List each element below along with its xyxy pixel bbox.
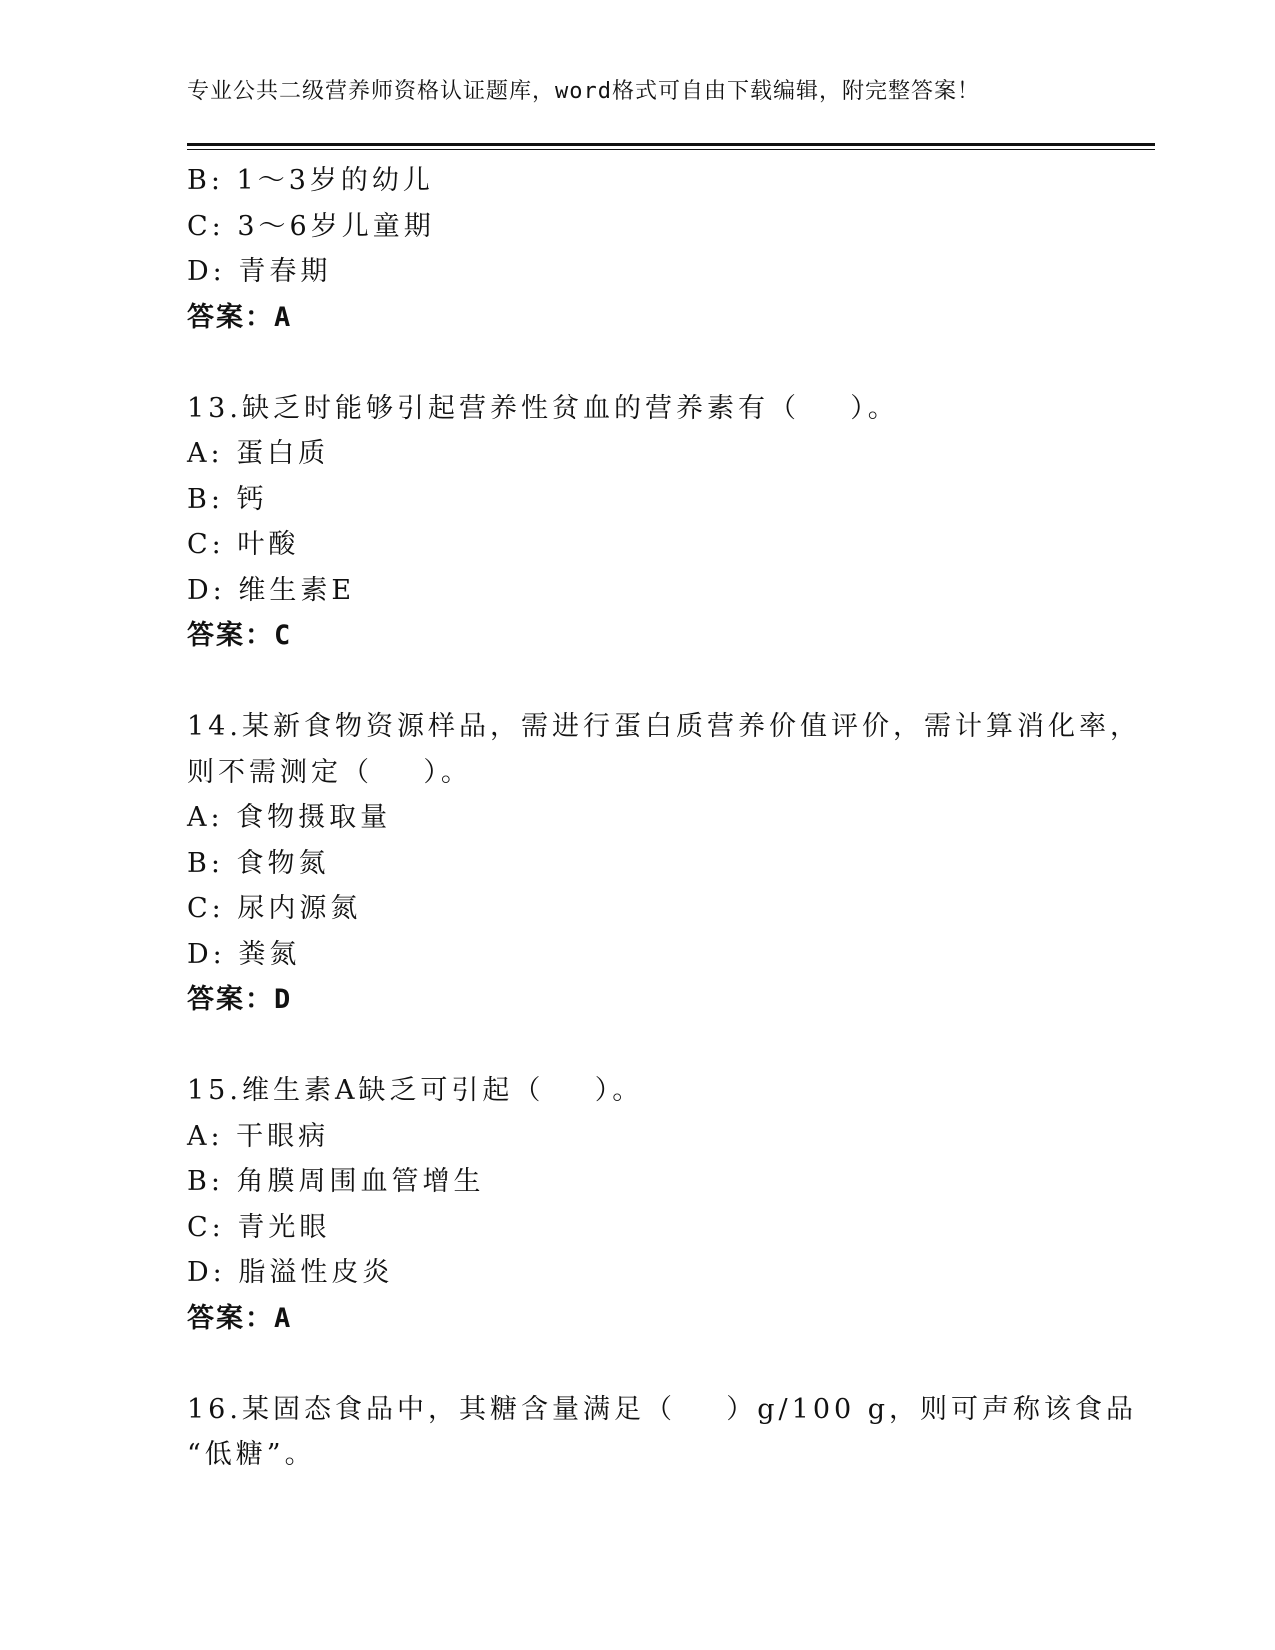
option-c: C: 3～6岁儿童期 [187, 210, 435, 242]
page-header: 专业公共二级营养师资格认证题库，word格式可自由下载编辑，附完整答案！ [187, 79, 980, 104]
answer: 答案：D [187, 984, 293, 1015]
spacer [187, 659, 1147, 705]
answer: 答案：A [187, 301, 293, 333]
option-c: C: 叶酸 [187, 529, 300, 560]
option-a: A: 食物摄取量 [187, 802, 392, 833]
option-b: B: 角膜周围血管增生 [187, 1166, 485, 1197]
question-stem-line-1: 14.某新食物资源样品，需进行蛋白质营养价值评价，需计算消化率， [187, 711, 1141, 742]
question-12-continued [187, 158, 1147, 340]
spacer [187, 1023, 1147, 1069]
option-d: D: 维生素E [187, 574, 356, 606]
header-rule-thin [187, 149, 1155, 150]
question-stem: 15.维生素A缺乏可引起（ ）。 [187, 1075, 644, 1106]
question-list [187, 158, 1147, 1478]
spacer [187, 1341, 1147, 1387]
question-stem: 13.缺乏时能够引起营养性贫血的营养素有（ ）。 [187, 392, 899, 424]
option-b: B: 食物氮 [187, 847, 330, 879]
option-d: D: 粪氮 [187, 938, 301, 970]
question-stem-line-2: 则不需测定（ ）。 [187, 756, 472, 788]
option-c: C: 青光眼 [187, 1211, 331, 1243]
option-d: D: 青春期 [187, 256, 332, 287]
answer: 答案：A [187, 1302, 293, 1334]
question-stem-line-1: 16.某固态食品中，其糖含量满足（ ）g/100 g，则可声称该食品 [187, 1393, 1138, 1425]
option-b: B: 钙 [187, 483, 268, 515]
option-a: A: 干眼病 [187, 1120, 330, 1152]
option-d: D: 脂溢性皮炎 [187, 1257, 394, 1288]
question-15 [187, 1068, 1147, 1341]
header-rule-thick [187, 143, 1155, 146]
answer: 答案：C [187, 620, 293, 651]
option-b: B: 1～3岁的幼儿 [187, 165, 434, 196]
spacer [187, 340, 1147, 386]
question-16 [187, 1387, 1147, 1478]
question-14 [187, 704, 1147, 1023]
question-13 [187, 386, 1147, 659]
option-c: C: 尿内源氮 [187, 893, 362, 924]
option-a: A: 蛋白质 [187, 438, 330, 469]
question-stem-line-2: “低糖”。 [187, 1439, 316, 1470]
